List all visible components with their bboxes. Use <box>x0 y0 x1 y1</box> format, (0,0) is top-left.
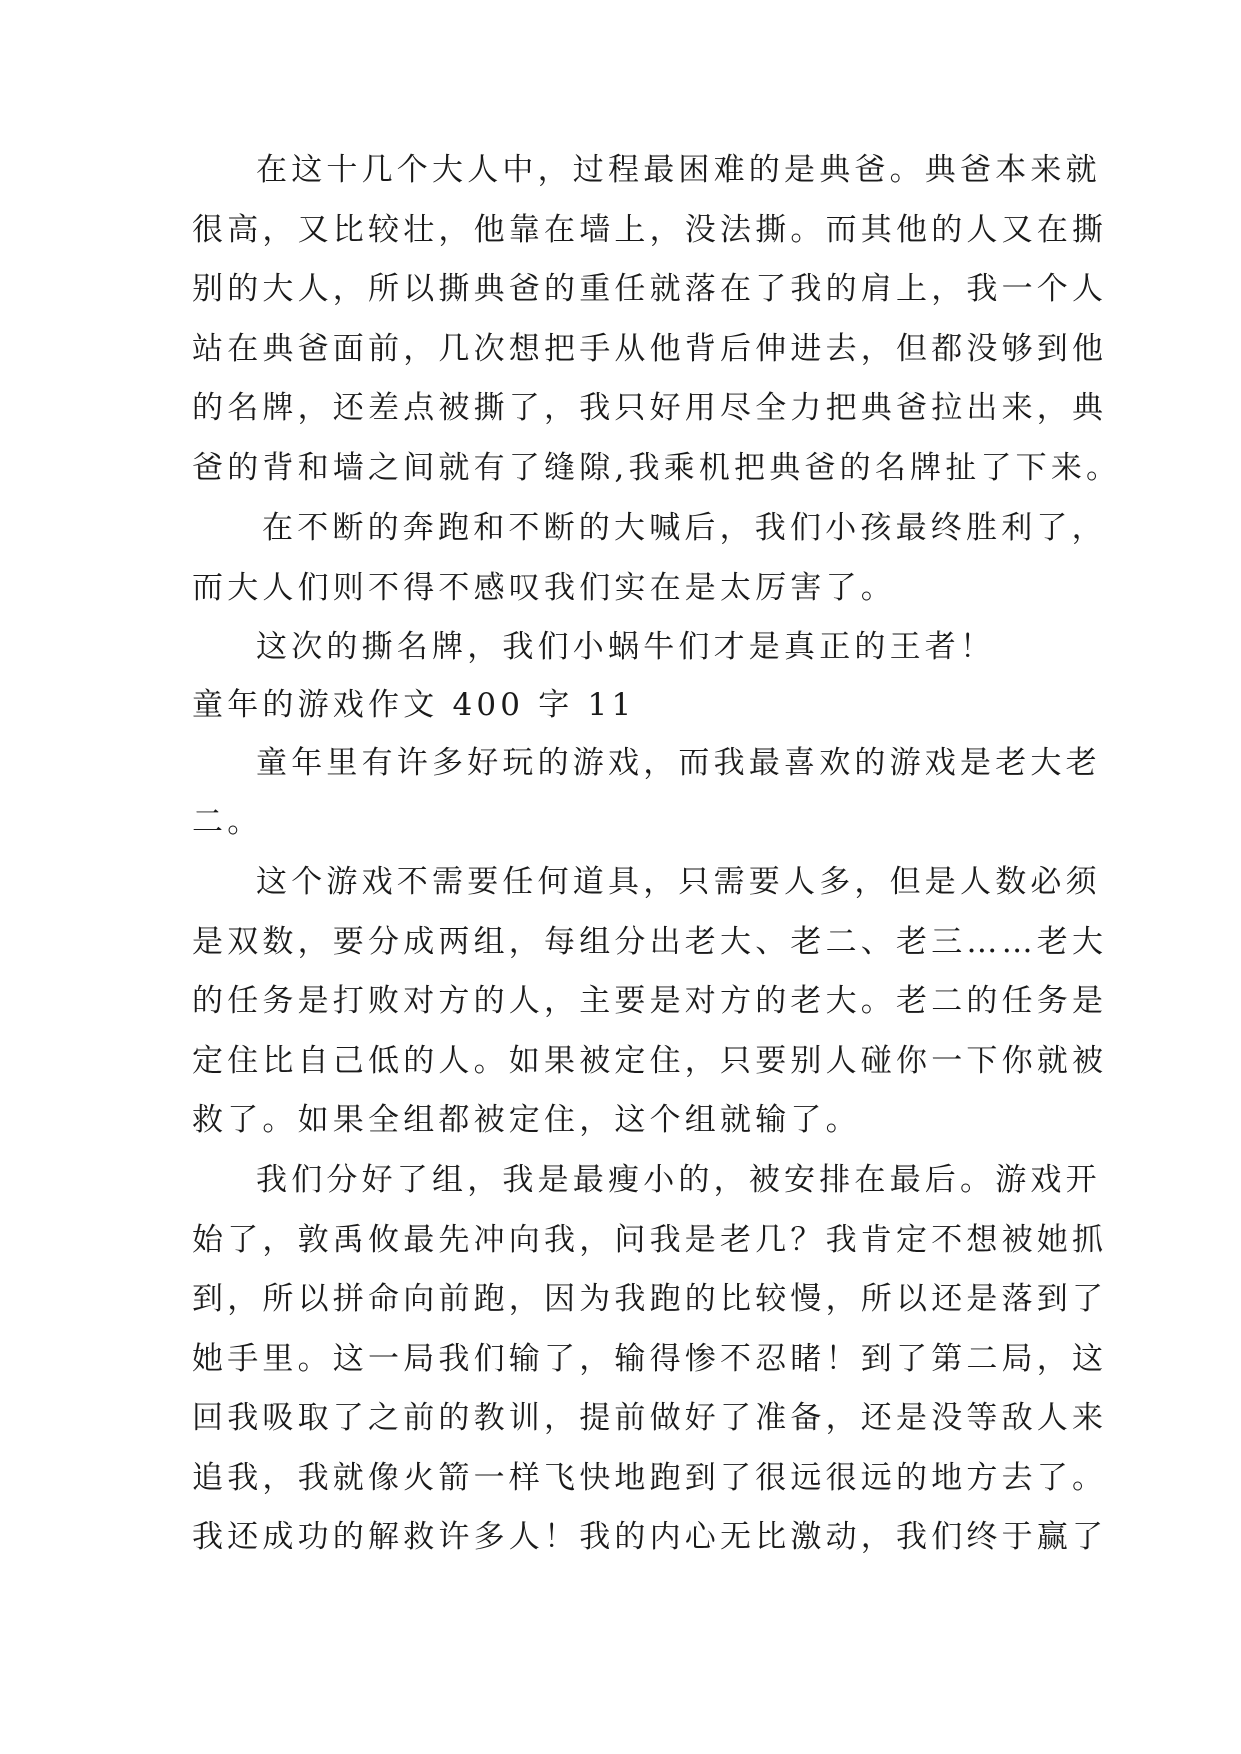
paragraph-6-line-4: 她手里。这一局我们输了，输得惨不忍睹！到了第二局，这 <box>192 1341 1108 1377</box>
paragraph-1-line-5: 的名牌，还差点被撕了，我只好用尽全力把典爸拉出来，典 <box>192 390 1108 426</box>
paragraph-1-line-1: 在这十几个大人中，过程最困难的是典爸。典爸本来就 <box>256 152 1101 188</box>
paragraph-5-line-5: 救了。如果全组都被定住，这个组就输了。 <box>192 1102 861 1138</box>
paragraph-1-line-2: 很高，又比较壮，他靠在墙上，没法撕。而其他的人又在撕 <box>192 212 1108 248</box>
section-heading: 童年的游戏作文 400 字 11 <box>192 687 636 723</box>
paragraph-2-line-1: 在不断的奔跑和不断的大喊后，我们小孩最终胜利了， <box>262 510 1107 546</box>
paragraph-4-line-2: 二。 <box>192 804 263 840</box>
paragraph-3-line-1: 这次的撕名牌，我们小蜗牛们才是真正的王者！ <box>256 629 996 665</box>
paragraph-6-line-1: 我们分好了组，我是最瘦小的，被安排在最后。游戏开 <box>256 1162 1101 1198</box>
paragraph-5-line-2: 是双数，要分成两组，每组分出老大、老二、老三……老大 <box>192 924 1108 960</box>
paragraph-6-line-3: 到，所以拼命向前跑，因为我跑的比较慢，所以还是落到了 <box>192 1281 1108 1317</box>
paragraph-5-line-3: 的任务是打败对方的人，主要是对方的老大。老二的任务是 <box>192 983 1108 1019</box>
paragraph-1-line-6: 爸的背和墙之间就有了缝隙,我乘机把典爸的名牌扯了下来。 <box>192 450 1122 486</box>
paragraph-4-line-1: 童年里有许多好玩的游戏，而我最喜欢的游戏是老大老 <box>256 745 1101 781</box>
paragraph-6-line-6: 追我，我就像火箭一样飞快地跑到了很远很远的地方去了。 <box>192 1460 1108 1496</box>
paragraph-6-line-7: 我还成功的解救许多人！我的内心无比激动，我们终于赢了 <box>192 1519 1108 1555</box>
paragraph-1-line-4: 站在典爸面前，几次想把手从他背后伸进去，但都没够到他 <box>192 331 1108 367</box>
paragraph-6-line-5: 回我吸取了之前的教训，提前做好了准备，还是没等敌人来 <box>192 1400 1108 1436</box>
paragraph-1-line-3: 别的大人，所以撕典爸的重任就落在了我的肩上，我一个人 <box>192 271 1108 307</box>
paragraph-2-line-2: 而大人们则不得不感叹我们实在是太厉害了。 <box>192 570 896 606</box>
paragraph-5-line-1: 这个游戏不需要任何道具，只需要人多，但是人数必须 <box>256 864 1101 900</box>
paragraph-5-line-4: 定住比自己低的人。如果被定住，只要别人碰你一下你就被 <box>192 1043 1108 1079</box>
paragraph-6-line-2: 始了，敦禹攸最先冲向我，问我是老几？我肯定不想被她抓 <box>192 1222 1108 1258</box>
